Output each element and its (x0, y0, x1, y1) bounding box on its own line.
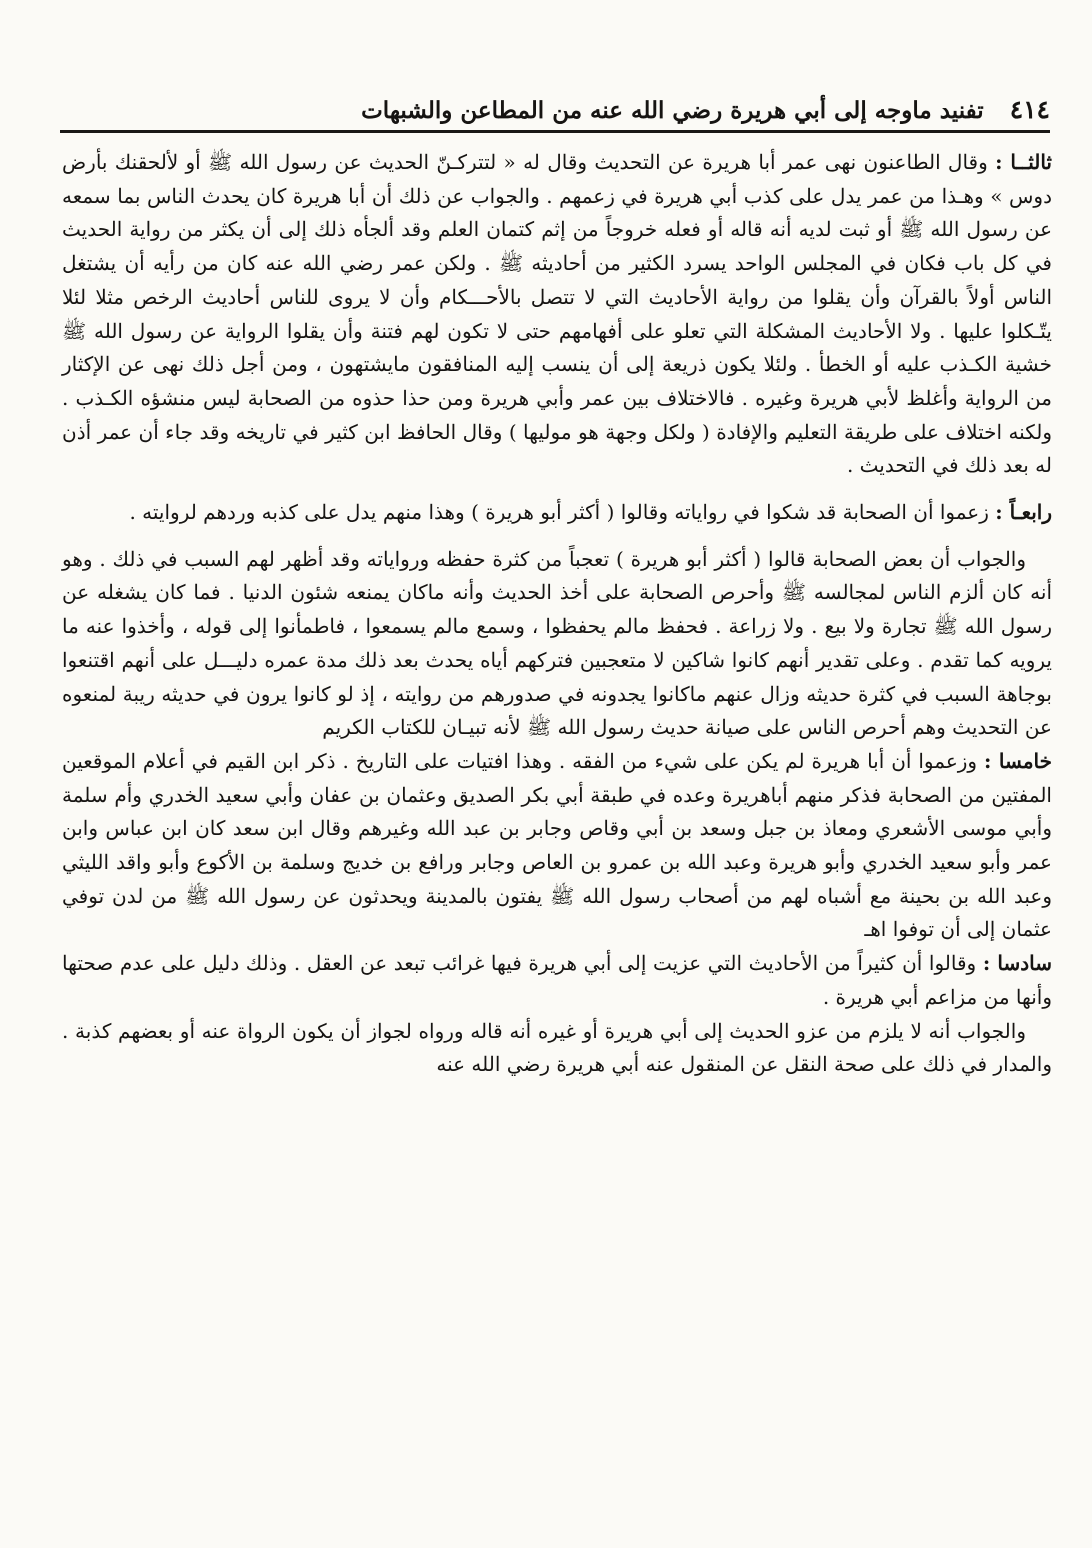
page-header (60, 72, 1050, 124)
paragraph-text: وقالوا أن كثيراً من الأحاديث التي عزيت إلى أبي هريرة فيها غرائب تبعد عن العقل . وذلك دليل على عدم صحتها وأنها من مزاعم أبي هريرة . (62, 951, 1052, 1009)
paragraph-lead: رابعـاً : (995, 500, 1052, 525)
paragraph-text: وقال الطاعنون نهى عمر أبا هريرة عن التحديث وقال له « لتتركـنّ الحديث عن رسول الله ﷺ أو لألحقنك بأرض دوس » وهـذا من عمر يدل على كذب أبي هريرة في زعمهم . والجواب عن ذلك أن أبا هريرة كان يحدث الناس بما سمعه عن رسول الله ﷺ أو ثبت لديه أنه قاله أو فعله خروجاً من إثم كتمان العلم وقد ألجأه ذلك إلى أن يكثر من رواية الحديث في كل باب فكان في المجلس الواحد يسرد الكثير من أحاديثه ﷺ . ولكن عمر رضي الله عنه كان من رأيه أن يشتغل الناس أولاً بالقرآن وأن يقلوا من رواية الأحاديث التي لا تتصل بالأحـــكام وأن لا يروى للناس أحاديث الرخص مثلا لئلا يتّـكلوا عليها . ولا الأحاديث المشكلة التي تعلو على أفهامهم حتى لا تكون لهم فتنة وأن يقلوا الرواية عن رسول الله ﷺ خشية الكـذب عليه أو الخطأ . ولئلا يكون ذريعة إلى أن ينسب إليه المنافقون مايشتهون ، ومن أجل ذلك نهى عن الإكثار من الرواية وأغلظ لأبي هريرة وغيره . فالاختلاف بين عمر وأبي هريرة ومن حذا حذوه من الصحابة ليس منشؤه الكـذب . ولكنه اختلاف على طريقة التعليم والإفادة ( ولكل وجهة هو موليها ) وقال الحافظ ابن كثير في تاريخه وقد جاء أن عمر أذن له بعد ذلك في التحديث . (62, 150, 1053, 478)
paragraph-third-objection (62, 146, 1052, 483)
page-body (62, 146, 1052, 1082)
page-number: ٤١٤ (1009, 95, 1050, 124)
paragraph-text: والجواب أنه لا يلزم من عزو الحديث إلى أبي هريرة أو غيره أنه قاله ورواه لجواز أن يكون الرواة عنه أو بعضهم كذبة . والمدار في ذلك على صحة النقل عن المنقول عنه أبي هريرة رضي الله عنه (62, 1018, 1052, 1077)
paragraph-fourth-answer (62, 543, 1052, 745)
running-title: تفنيد ماوجه إلى أبي هريرة رضي الله عنه من المطاعن والشبهات (361, 97, 984, 124)
paragraph-sixth-objection (62, 947, 1052, 1014)
paragraph-text: وزعموا أن أبا هريرة لم يكن على شيء من الفقه . وهذا افتيات على التاريخ . ذكر ابن القيم في أعلام الموقعين المفتين من الصحابة فذكر منهم أباهريرة وعده في طبقة أبي بكر الصديق وعثمان بن عفان وأبي سعيد الخدري وأم سلمة وأبي موسى الأشعري ومعاذ بن جبل وسعد بن أبي وقاص وجابر بن عبد الله وغيرهم وقال ابن سعد كان ابن عباس وابن عمر وأبو سعيد الخدري وأبو هريرة وعبد الله بن عمرو بن العاص وجابر ورافع بن خديج وسلمة بن الأكوع وأبو واقد الليثي وعبد الله بن بحينة مع أشباه لهم من أصحاب رسول الله ﷺ يفتون بالمدينة ويحدثون عن رسول الله ﷺ من لدن توفي عثمان إلى أن توفوا اهـ (62, 748, 1052, 942)
paragraph-text: والجواب أن بعض الصحابة قالوا ( أكثر أبو هريرة ) تعجباً من كثرة حفظه ورواياته وقد أظهر لهم السبب في ذلك . وهو أنه كان ألزم الناس لمجالسه ﷺ وأحرص الصحابة على أخذ الحديث وأنه ماكان يمنعه شئون الدنيا . فما كان يشغله عن رسول الله ﷺ تجارة ولا بيع . ولا زراعة . فحفظ مالم يحفظوا ، وسمع مالم يسمعوا ، فاطمأنوا إلى قوله ، وأخذوا عنه ما يرويه كما تقدم . وعلى تقدير أنهم كانوا شاكين لا متعجبين فتركهم أياه يحدث بعد ذلك مدة عمره دليـــل على أنهم اقتنعوا بوجاهة السبب في كثرة حديثه وزال عنهم ماكانوا يجدونه في صدورهم من روايته ، إذ لو كانوا يرون في حديثه ريبة لمنعوه عن التحديث وهم أحرص الناس على صيانة حديث رسول الله ﷺ لأنه تبيـان للكتاب الكريم (62, 546, 1052, 740)
paragraph-sixth-answer (62, 1015, 1052, 1082)
paragraph-fourth-objection (62, 496, 1052, 530)
header-rule (60, 130, 1050, 133)
paragraph-lead: ثالثــا : (995, 150, 1052, 174)
paragraph-lead: خامسا : (984, 748, 1053, 773)
paragraph-text: زعموا أن الصحابة قد شكوا في رواياته وقالوا ( أكثر أبو هريرة ) وهذا منهم يدل على كذبه وردهم لروايته . (129, 500, 989, 525)
paragraph-lead: سادسا : (982, 951, 1052, 976)
paragraph-fifth-objection (62, 745, 1052, 947)
